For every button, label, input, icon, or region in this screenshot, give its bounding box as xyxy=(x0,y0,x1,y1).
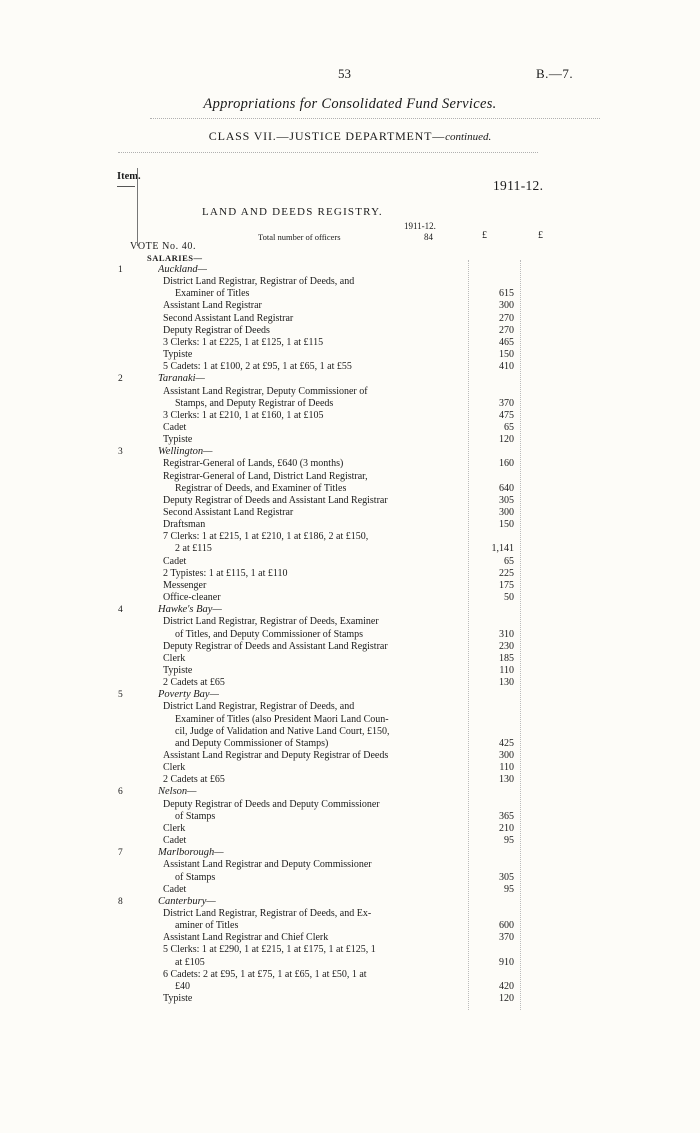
row-description: Registrar of Deeds, and Examiner of Titles xyxy=(175,482,347,494)
pound-total-column-header: £ xyxy=(538,230,543,241)
region-name: Wellington— xyxy=(158,446,213,458)
table-row xyxy=(0,483,700,495)
table-row xyxy=(0,276,700,288)
table-row xyxy=(0,556,700,568)
row-amount: 465 xyxy=(499,336,514,348)
row-description: Clerk xyxy=(163,652,186,664)
row-description: Cadet xyxy=(163,555,187,567)
region-heading-row xyxy=(0,689,700,701)
row-description: Assistant Land Registrar and Chief Clerk xyxy=(163,932,329,944)
document-reference: B.—7. xyxy=(536,66,574,81)
row-amount: 120 xyxy=(499,993,514,1004)
row-description: 2 at £115 xyxy=(175,543,212,555)
row-amount: 370 xyxy=(499,397,514,409)
row-description: Office-cleaner xyxy=(163,592,221,604)
table-row xyxy=(0,653,700,665)
table-row xyxy=(0,750,700,762)
row-description: Assistant Land Registrar, Deputy Commissioner of xyxy=(163,385,368,397)
item-number: 4 xyxy=(118,605,123,616)
row-description: 7 Clerks: 1 at £215, 1 at £210, 1 at £186, 2 at £150, xyxy=(163,531,369,543)
row-description: 5 Cadets: 1 at £100, 2 at £95, 1 at £65, 1 at £55 xyxy=(163,361,352,373)
table-row xyxy=(0,313,700,325)
row-amount: 615 xyxy=(499,288,514,300)
table-row xyxy=(0,677,700,689)
row-amount: 270 xyxy=(499,312,514,324)
region-name: Nelson— xyxy=(158,786,197,798)
table-row xyxy=(0,774,700,786)
row-amount: 305 xyxy=(499,494,514,506)
table-row xyxy=(0,884,700,896)
salaries-heading: SALARIES— xyxy=(147,253,203,263)
row-amount: 150 xyxy=(499,349,514,361)
row-description: Examiner of Titles xyxy=(175,288,250,300)
row-amount: 130 xyxy=(499,677,514,689)
year-column-header: 1911-12. xyxy=(493,178,544,193)
table-row xyxy=(0,300,700,312)
item-number: 7 xyxy=(118,848,123,859)
row-description: Assistant Land Registrar and Deputy Commissioner xyxy=(163,859,372,871)
row-description: Typiste xyxy=(163,349,193,361)
row-amount: 230 xyxy=(499,640,514,652)
table-row xyxy=(0,458,700,470)
item-number: 2 xyxy=(118,374,123,385)
row-description: at £105 xyxy=(175,956,205,968)
row-description: Registrar-General of Lands, £640 (3 months) xyxy=(163,458,344,470)
table-row xyxy=(0,398,700,410)
row-description: Deputy Registrar of Deeds and Assistant Land Registrar xyxy=(163,640,388,652)
table-row xyxy=(0,531,700,543)
row-description: Examiner of Titles (also President Maori Land Coun- xyxy=(175,713,389,725)
row-description: 2 Cadets at £65 xyxy=(163,774,225,786)
table-row xyxy=(0,592,700,604)
pound-column-header: £ xyxy=(482,230,487,241)
table-row xyxy=(0,641,700,653)
row-description: of Titles, and Deputy Commissioner of Stamps xyxy=(175,628,364,640)
row-description: Deputy Registrar of Deeds and Deputy Commissioner xyxy=(163,798,380,810)
row-amount: 50 xyxy=(504,592,514,604)
row-amount: 95 xyxy=(504,835,514,847)
row-amount: 130 xyxy=(499,774,514,786)
row-description: cil, Judge of Validation and Native Land Court, £150, xyxy=(175,725,390,737)
row-amount: 160 xyxy=(499,458,514,470)
table-row xyxy=(0,507,700,519)
vote-number: VOTE No. 40. xyxy=(130,241,197,252)
table-row xyxy=(0,665,700,677)
row-amount: 370 xyxy=(499,932,514,944)
table-row xyxy=(0,714,700,726)
table-row xyxy=(0,471,700,483)
row-amount: 475 xyxy=(499,409,514,421)
table-row xyxy=(0,872,700,884)
row-description: Messenger xyxy=(163,579,207,591)
row-description: Registrar-General of Land, District Land Registrar, xyxy=(163,470,368,482)
page-title: Appropriations for Consolidated Fund Services. xyxy=(203,96,497,112)
row-description: 2 Typistes: 1 at £115, 1 at £110 xyxy=(163,567,288,579)
table-row xyxy=(0,288,700,300)
class-title-text: CLASS VII.—JUSTICE DEPARTMENT— xyxy=(208,129,446,143)
table-row xyxy=(0,495,700,507)
row-description: Cadet xyxy=(163,421,187,433)
row-amount: 185 xyxy=(499,652,514,664)
row-amount: 425 xyxy=(499,737,514,749)
table-row xyxy=(0,422,700,434)
row-description: District Land Registrar, Registrar of Deeds, and xyxy=(163,701,355,713)
row-amount: 305 xyxy=(499,871,514,883)
row-description: Clerk xyxy=(163,822,186,834)
table-row xyxy=(0,434,700,446)
region-name: Auckland— xyxy=(158,264,207,275)
row-description: 2 Cadets at £65 xyxy=(163,677,225,689)
row-description: and Deputy Commissioner of Stamps) xyxy=(175,737,329,749)
row-amount: 95 xyxy=(504,883,514,895)
region-name: Poverty Bay— xyxy=(158,689,219,701)
row-amount: 225 xyxy=(499,567,514,579)
row-description: aminer of Titles xyxy=(175,920,239,932)
row-description: Assistant Land Registrar xyxy=(163,300,262,312)
table-row xyxy=(0,543,700,555)
row-description: Typiste xyxy=(163,664,193,676)
row-amount: 175 xyxy=(499,579,514,591)
table-row xyxy=(0,859,700,871)
item-number: 3 xyxy=(118,447,123,458)
table-row xyxy=(0,616,700,628)
region-name: Hawke's Bay— xyxy=(158,604,222,616)
region-heading-row xyxy=(0,896,700,908)
table-row xyxy=(0,920,700,932)
row-description: Draftsman xyxy=(163,519,206,531)
region-heading-row xyxy=(0,373,700,385)
row-amount: 410 xyxy=(499,361,514,373)
row-amount: 65 xyxy=(504,555,514,567)
item-number: 1 xyxy=(118,265,123,275)
region-heading-row xyxy=(0,264,700,276)
row-description: Deputy Registrar of Deeds and Assistant Land Registrar xyxy=(163,494,388,506)
item-number: 8 xyxy=(118,896,123,907)
officers-count: 84 xyxy=(424,232,433,242)
table-row xyxy=(0,701,700,713)
row-description: Clerk xyxy=(163,762,186,774)
table-row xyxy=(0,908,700,920)
item-column-header: Item. xyxy=(117,171,141,182)
table-row xyxy=(0,568,700,580)
class-title-continued: continued. xyxy=(445,131,492,143)
row-amount: 65 xyxy=(504,421,514,433)
table-row xyxy=(0,738,700,750)
table-row xyxy=(0,993,700,1005)
item-number: 5 xyxy=(118,690,123,701)
row-amount: 120 xyxy=(499,434,514,446)
table-row xyxy=(0,325,700,337)
row-description: Second Assistant Land Registrar xyxy=(163,312,294,324)
row-description: Cadet xyxy=(163,835,187,847)
officers-year: 1911-12. xyxy=(404,221,436,231)
item-number: 6 xyxy=(118,787,123,798)
row-amount: 270 xyxy=(499,324,514,336)
row-amount: 300 xyxy=(499,750,514,761)
table-row xyxy=(0,811,700,823)
row-amount: 640 xyxy=(499,482,514,494)
row-amount: 110 xyxy=(499,664,514,676)
page-number: 53 xyxy=(338,66,351,81)
table-row xyxy=(0,580,700,592)
row-description: £40 xyxy=(175,980,190,992)
table-row xyxy=(0,361,700,373)
row-amount: 300 xyxy=(499,507,514,518)
table-row xyxy=(0,726,700,738)
row-amount: 600 xyxy=(499,920,514,932)
row-description: District Land Registrar, Registrar of Deeds, and xyxy=(163,276,355,288)
row-description: Cadet xyxy=(163,883,187,895)
row-description: 6 Cadets: 2 at £95, 1 at £75, 1 at £65, 1 at £50, 1 at xyxy=(163,968,367,980)
table-row xyxy=(0,762,700,774)
table-row xyxy=(0,835,700,847)
row-description: 3 Clerks: 1 at £210, 1 at £160, 1 at £105 xyxy=(163,409,324,421)
table-row xyxy=(0,349,700,361)
table-row xyxy=(0,981,700,993)
table-row xyxy=(0,969,700,981)
row-amount: 110 xyxy=(499,762,514,774)
row-description: District Land Registrar, Registrar of Deeds, Examiner xyxy=(163,616,379,628)
region-name: Marlborough— xyxy=(158,847,224,859)
row-amount: 910 xyxy=(499,956,514,968)
officers-label: Total number of officers xyxy=(258,232,341,242)
row-amount: 300 xyxy=(499,300,514,312)
region-heading-row xyxy=(0,786,700,798)
row-description: District Land Registrar, Registrar of Deeds, and Ex- xyxy=(163,907,372,919)
region-name: Canterbury— xyxy=(158,895,216,907)
row-description: 5 Clerks: 1 at £290, 1 at £215, 1 at £175, 1 at £125, 1 xyxy=(163,944,376,956)
table-row xyxy=(0,944,700,956)
section-title: LAND AND DEEDS REGISTRY. xyxy=(202,206,383,218)
row-amount: 420 xyxy=(499,980,514,992)
region-heading-row xyxy=(0,847,700,859)
row-description: Stamps, and Deputy Registrar of Deeds xyxy=(175,397,334,409)
table-row xyxy=(0,337,700,349)
row-amount: 310 xyxy=(499,628,514,640)
region-name: Taranaki— xyxy=(158,373,205,385)
row-description: of Stamps xyxy=(175,871,216,883)
row-amount: 365 xyxy=(499,810,514,822)
table-row xyxy=(0,957,700,969)
row-description: 3 Clerks: 1 at £225, 1 at £125, 1 at £115 xyxy=(163,336,324,348)
row-amount: 210 xyxy=(499,822,514,834)
row-amount: 150 xyxy=(499,519,514,531)
table-row xyxy=(0,410,700,422)
row-description: Deputy Registrar of Deeds xyxy=(163,324,270,336)
table-row xyxy=(0,823,700,835)
table-row xyxy=(0,799,700,811)
row-description: of Stamps xyxy=(175,810,216,822)
table-row xyxy=(0,386,700,398)
region-heading-row xyxy=(0,604,700,616)
row-amount: 1,141 xyxy=(491,543,514,555)
row-description: Second Assistant Land Registrar xyxy=(163,507,294,518)
table-row xyxy=(0,932,700,944)
row-description: Typiste xyxy=(163,993,193,1004)
table-row xyxy=(0,519,700,531)
region-heading-row xyxy=(0,446,700,458)
row-description: Typiste xyxy=(163,434,193,446)
table-row xyxy=(0,629,700,641)
row-description: Assistant Land Registrar and Deputy Registrar of Deeds xyxy=(163,750,389,761)
